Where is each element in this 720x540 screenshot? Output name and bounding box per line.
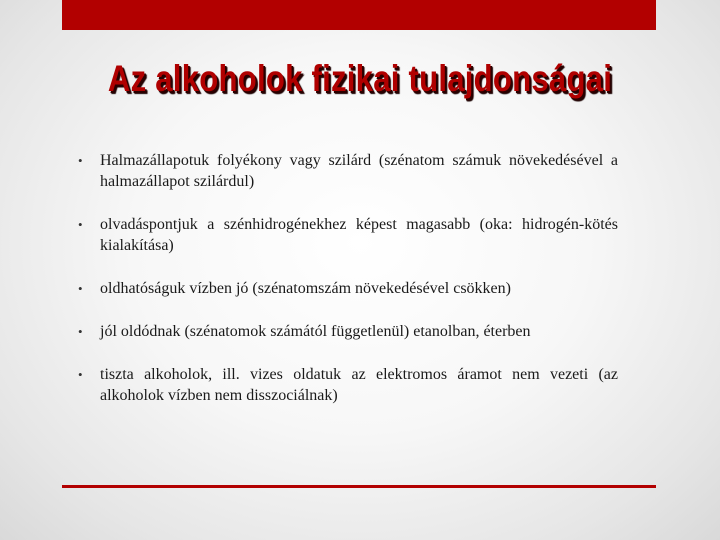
bullet-icon: • xyxy=(78,367,83,382)
top-accent-bar xyxy=(62,0,656,30)
bullet-text: Halmazállapotuk folyékony vagy szilárd (szénatom számuk növekedésével a halmazállapot szilárdul) xyxy=(100,152,618,190)
bullet-text: jól oldódnak (szénatomok számától függetlenül) etanolban, éterben xyxy=(100,323,531,340)
bullet-item xyxy=(78,150,618,192)
bullet-icon: • xyxy=(78,217,83,232)
bullet-text: olvadáspontjuk a szénhidrogénekhez képest magasabb (oka: hidrogén-kötés kialakítása) xyxy=(100,216,618,254)
bullet-item xyxy=(78,278,618,299)
bullet-icon: • xyxy=(78,324,83,339)
bullet-text: tiszta alkoholok, ill. vizes oldatuk az elektromos áramot nem vezeti (az alkoholok vízben nem disszociálnak) xyxy=(100,366,618,404)
slide-title: Az alkoholok fizikai tulajdonságai xyxy=(107,58,613,99)
bullet-item xyxy=(78,321,618,342)
bottom-divider xyxy=(62,485,656,488)
bullet-list xyxy=(78,150,618,406)
bullet-item xyxy=(78,214,618,256)
bullet-icon: • xyxy=(78,281,83,296)
bullet-icon: • xyxy=(78,153,83,168)
bullet-item xyxy=(78,364,618,406)
bullet-text: oldhatóságuk vízben jó (szénatomszám növekedésével csökken) xyxy=(100,280,511,297)
